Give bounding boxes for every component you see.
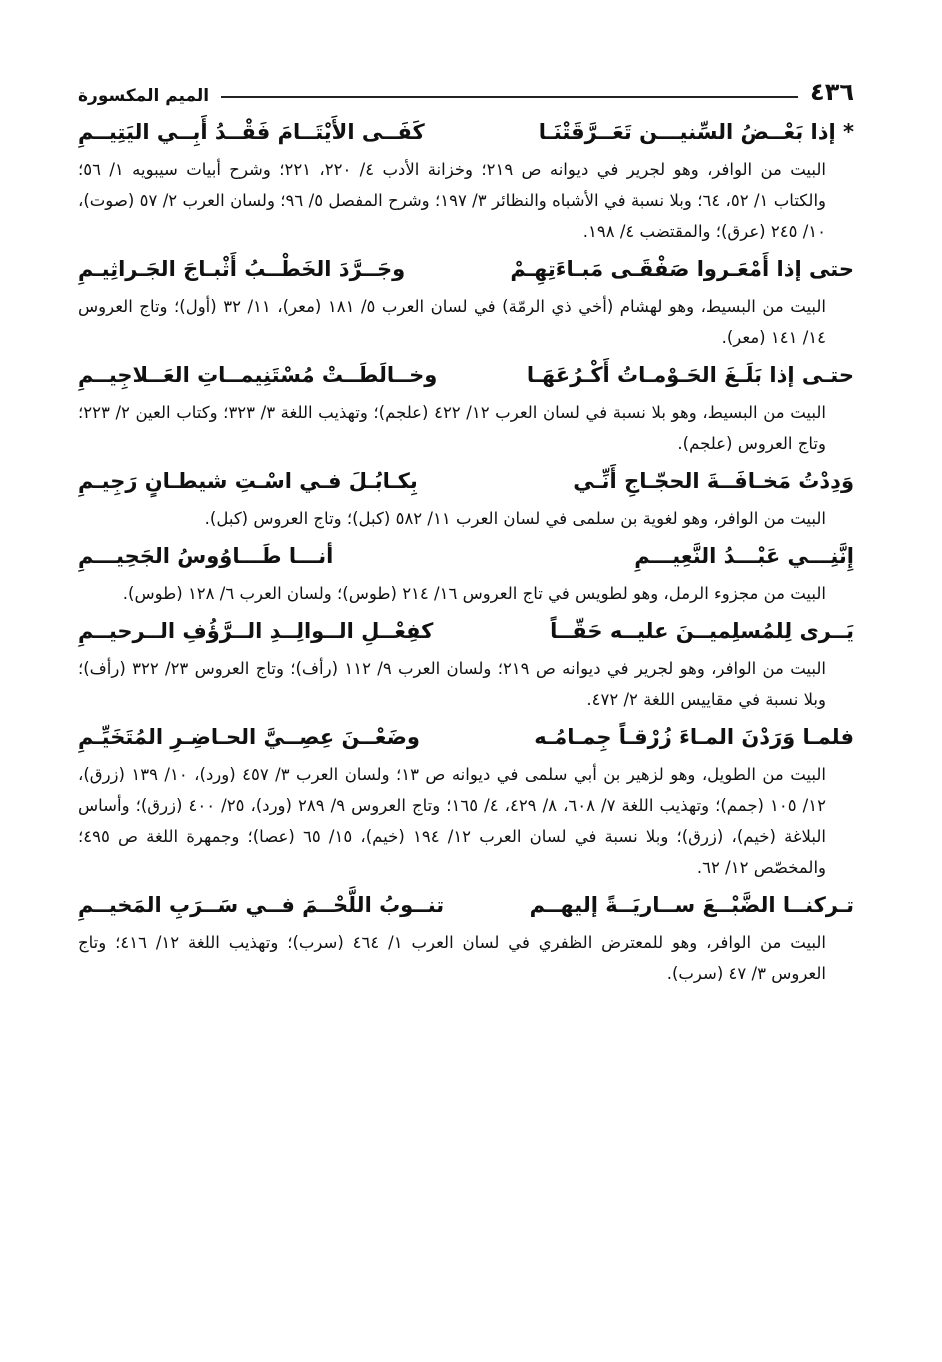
second-hemistich: وضَعْــنَ عِصِــيَّ الحـاضِـرِ المُتَخَيِّـمِ	[78, 725, 420, 749]
verse-entries	[78, 112, 854, 989]
first-hemistich: إِنَّنِـــي عَبْـــدُ النَّعِيـــمِ	[634, 544, 854, 568]
verse-line	[78, 885, 854, 927]
first-hemistich: وَدِدْتُ مَخـافَــةَ الحجّـاجِ أَنِّـي	[573, 469, 854, 493]
second-hemistich: أنـــا طَـــاوُوسُ الجَحِيـــمِ	[78, 544, 334, 568]
verse-entry	[78, 249, 854, 353]
verse-entry	[78, 885, 854, 989]
page-header	[78, 70, 854, 106]
book-page	[78, 70, 854, 1342]
second-hemistich: كَفَــى الأَيْتَــامَ فَقْــدُ أَبِــي اليَتِيــمِ	[78, 120, 425, 144]
verse-entry	[78, 461, 854, 534]
verse-line	[78, 536, 854, 578]
verse-commentary: البيت من الطويل، وهو لزهير بن أبي سلمى في ديوانه ص ١٣؛ ولسان العرب ٣/ ٤٥٧ (ورد)، ١٠/ ١٣٩ (زرق)، ١٢/ ١٠٥ (جمم)؛ وتهذيب اللغة ٧/ ٦٠٨، ٨/ ٤٢٩، ٤/ ١٦٥؛ وتاج العروس ٩/ ٢٨٩ (ورد)، ٢٥/ ٤٠٠ (زرق)؛ وأساس البلاغة (خيم)، (زرق)؛ وبلا نسبة في لسان العرب ١٢/ ١٩٤ (خيم)، ١٥/ ٦٥ (عصا)؛ وجمهرة اللغة ص ٤٩٥؛ والمخصّص ١٢/ ٦٢.	[78, 765, 826, 877]
verse-entry	[78, 355, 854, 459]
verse-entry	[78, 536, 854, 609]
verse-entry	[78, 611, 854, 715]
second-hemistich: وجَــرَّدَ الخَطْــبُ أَثْبـاجَ الجَـراثِيـمِ	[78, 257, 406, 281]
verse-line	[78, 461, 854, 503]
verse-line	[78, 249, 854, 291]
verse-line	[78, 611, 854, 653]
first-hemistich: فلمـا وَرَدْنَ المـاءَ زُرْقـاً جِمـامُـه	[534, 725, 854, 749]
verse-commentary: البيت من الوافر، وهو لجرير في ديوانه ص ٢١٩؛ ولسان العرب ٩/ ١١٢ (رأف)؛ وتاج العروس ٢٣/ ٣٢٢ (رأف)؛ وبلا نسبة في مقاييس اللغة ٢/ ٤٧٢.	[78, 659, 826, 709]
first-hemistich: حتى إذا أَمْعَـروا صَفْقَـى مَبـاءَتِهِـمْ	[510, 257, 854, 281]
second-hemistich: وخــالَطَــتْ مُسْتَنِيمــاتِ العَــلاجِيــمِ	[78, 363, 438, 387]
first-hemistich: يَــرى لِلمُسلِميــنَ عليــه حَقّــاً	[550, 619, 854, 643]
header-rule	[221, 96, 798, 98]
first-hemistich: حتـى إذا بَلَـغَ الحَـوْمـاتُ أَكْـرُعَهَـا	[526, 363, 854, 387]
verse-commentary: البيت من الوافر، وهو لجرير في ديوانه ص ٢١٩؛ وخزانة الأدب ٤/ ٢٢٠، ٢٢١؛ وشرح أبيات سيبويه ١/ ٥٦؛ والكتاب ١/ ٥٢، ٦٤؛ وبلا نسبة في الأشباه والنظائر ٣/ ١٩٧؛ وشرح المفصل ٥/ ٩٦؛ ولسان العرب ٢/ ٥٧ (صوت)، ١٠/ ٢٤٥ (عرق)؛ والمقتضب ٤/ ١٩٨.	[78, 160, 826, 241]
page-number: ٤٣٦	[810, 78, 854, 106]
second-hemistich: كفِعْــلِ الــوالِــدِ الــرَّؤُفِ الــرحيــمِ	[78, 619, 434, 643]
verse-commentary: البيت من البسيط، وهو لهشام (أخي ذي الرمّة) في لسان العرب ٥/ ١٨١ (معر)، ١١/ ٣٢ (أول)؛ وتاج العروس ١٤/ ١٤١ (معر).	[78, 297, 827, 347]
verse-line	[78, 355, 854, 397]
verse-entry	[78, 717, 854, 883]
first-hemistich: تـركنــا الضَّبْــعَ ســاريَــةً إليهــم	[529, 893, 854, 917]
verse-line	[78, 112, 854, 154]
verse-commentary: البيت من البسيط، وهو بلا نسبة في لسان العرب ١٢/ ٤٢٢ (علجم)؛ وتهذيب اللغة ٣/ ٣٢٣؛ وكتاب العين ٢/ ٢٢٣؛ وتاج العروس (علجم).	[78, 403, 826, 453]
running-title: الميم المكسورة	[78, 86, 210, 106]
second-hemistich: تنــوبُ اللَّحْــمَ فــي سَــرَبِ المَخيــمِ	[78, 893, 445, 917]
second-hemistich: بِكـابُـلَ فـي اسْـتِ شيطـانٍ رَجِيـمِ	[78, 469, 418, 493]
verse-commentary: البيت من مجزوء الرمل، وهو لطويس في تاج العروس ١٦/ ٢١٤ (طوس)؛ ولسان العرب ٦/ ١٢٨ (طوس).	[122, 584, 826, 603]
verse-entry	[78, 112, 854, 247]
verse-commentary: البيت من الوافر، وهو لغوية بن سلمى في لسان العرب ١١/ ٥٨٢ (كبل)؛ وتاج العروس (كبل).	[204, 509, 826, 528]
verse-commentary: البيت من الوافر، وهو للمعترض الظفري في لسان العرب ١/ ٤٦٤ (سرب)؛ وتهذيب اللغة ١٢/ ٤١٦؛ وتاج العروس ٣/ ٤٧ (سرب).	[78, 933, 827, 983]
first-hemistich: * إذا بَعْــضُ السِّنيـــن تَعَــرَّقَتْنَـا	[538, 120, 854, 144]
verse-line	[78, 717, 854, 759]
